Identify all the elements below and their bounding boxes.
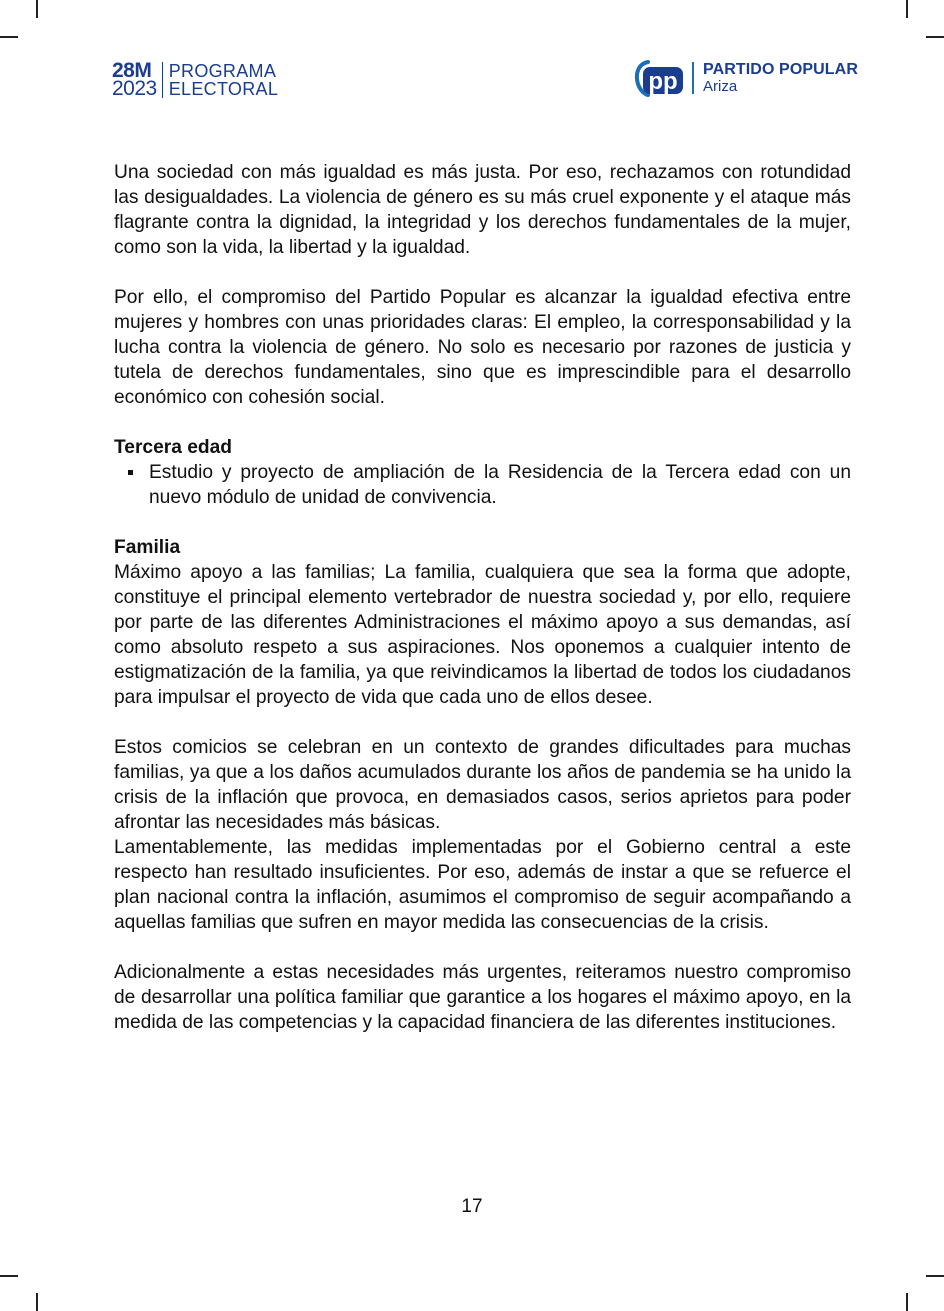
crop-mark-bottom-left bbox=[36, 1293, 38, 1311]
document-body bbox=[114, 160, 851, 1035]
square-bullet-icon bbox=[128, 470, 133, 475]
crop-mark-bottom-right-h bbox=[926, 1275, 944, 1277]
list-tercera-edad bbox=[114, 460, 851, 510]
logo-divider bbox=[162, 62, 163, 98]
election-date bbox=[112, 59, 157, 100]
paragraph-commitment: Por ello, el compromiso del Partido Popular es alcanzar la igualdad efectiva entre mujeres y hombres con unas prioridades claras: El empleo, la corresponsabilidad y la lucha contra la violencia de género. No solo es necesario por razones de justicia y tutela de derechos fundamentales, sino que es imprescindible para el desarrollo económico con cohesión social. bbox=[114, 287, 851, 408]
electoral-program-logo bbox=[112, 59, 279, 100]
crop-mark-top-left-h bbox=[0, 36, 18, 38]
page-number: 17 bbox=[461, 1196, 483, 1217]
party-logo bbox=[634, 58, 858, 98]
list-item-text: Estudio y proyecto de ampliación de la Residencia de la Tercera edad con un nuevo módulo de unidad de convivencia. bbox=[149, 462, 851, 508]
list-item bbox=[114, 460, 851, 510]
paragraph-family-policy: Adicionalmente a estas necesidades más urgentes, reiteramos nuestro compromiso de desarrollar una política familiar que garantice a los hogares el máximo apoyo, en la medida de las competencias y la capacidad financiera de las diferentes instituciones. bbox=[114, 962, 851, 1033]
party-name-block bbox=[703, 61, 858, 95]
paragraph-family-support: Máximo apoyo a las familias; La familia, cualquiera que sea la forma que adopte, constituye el principal elemento vertebrador de nuestra sociedad y, por ello, requiere por parte de las diferentes Administraciones el máximo apoyo a sus demandas, así como absoluto respeto a sus aspiraciones. Nos oponemos a cualquier intento de estigmatización de la familia, ya que reivindicamos la libertad de todos los ciudadanos para impulsar el proyecto de vida que cada uno de ellos desee. bbox=[114, 562, 851, 708]
pp-logo-icon bbox=[634, 58, 686, 98]
party-name: PARTIDO POPULAR bbox=[703, 61, 858, 78]
party-logo-divider bbox=[692, 62, 694, 94]
crop-mark-top-right bbox=[906, 0, 908, 18]
crop-mark-bottom-left-h bbox=[0, 1275, 18, 1277]
program-title-top: PROGRAMA bbox=[168, 61, 277, 81]
election-date-bottom: 2023 bbox=[112, 77, 157, 100]
heading-tercera-edad: Tercera edad bbox=[114, 437, 233, 458]
election-date-top: 28M bbox=[112, 59, 152, 82]
paragraph-government-measures: Lamentablemente, las medidas implementadas por el Gobierno central a este respecto han resultado insuficientes. Por eso, además de instar a que se refuerce el plan nacional contra la inflación, asumimos el compromiso de seguir acompañando a aquellas familias que sufren en mayor medida las consecuencias de la crisis. bbox=[114, 837, 851, 933]
paragraph-elections-context: Estos comicios se celebran en un contexto de grandes dificultades para muchas familias, ya que a los daños acumulados durante los años de pandemia se ha unido la crisis de la inflación que provoca, en demasiados casos, serios aprietos para poder afrontar las necesidades más básicas. bbox=[114, 737, 851, 833]
crop-mark-top-right-h bbox=[926, 36, 944, 38]
heading-familia: Familia bbox=[114, 537, 181, 558]
program-title bbox=[169, 62, 278, 98]
crop-mark-top-left bbox=[36, 0, 38, 18]
paragraph-equality: Una sociedad con más igualdad es más justa. Por eso, rechazamos con rotundidad las desigualdades. La violencia de género es su más cruel exponente y el ataque más flagrante contra la dignidad, la integridad y los derechos fundamentales de la mujer, como son la vida, la libertad y la igualdad. bbox=[114, 162, 851, 258]
svg-text:pp: pp bbox=[648, 68, 678, 95]
party-town: Ariza bbox=[703, 78, 738, 95]
program-title-bottom: ELECTORAL bbox=[168, 79, 279, 99]
crop-mark-bottom-right bbox=[906, 1293, 908, 1311]
